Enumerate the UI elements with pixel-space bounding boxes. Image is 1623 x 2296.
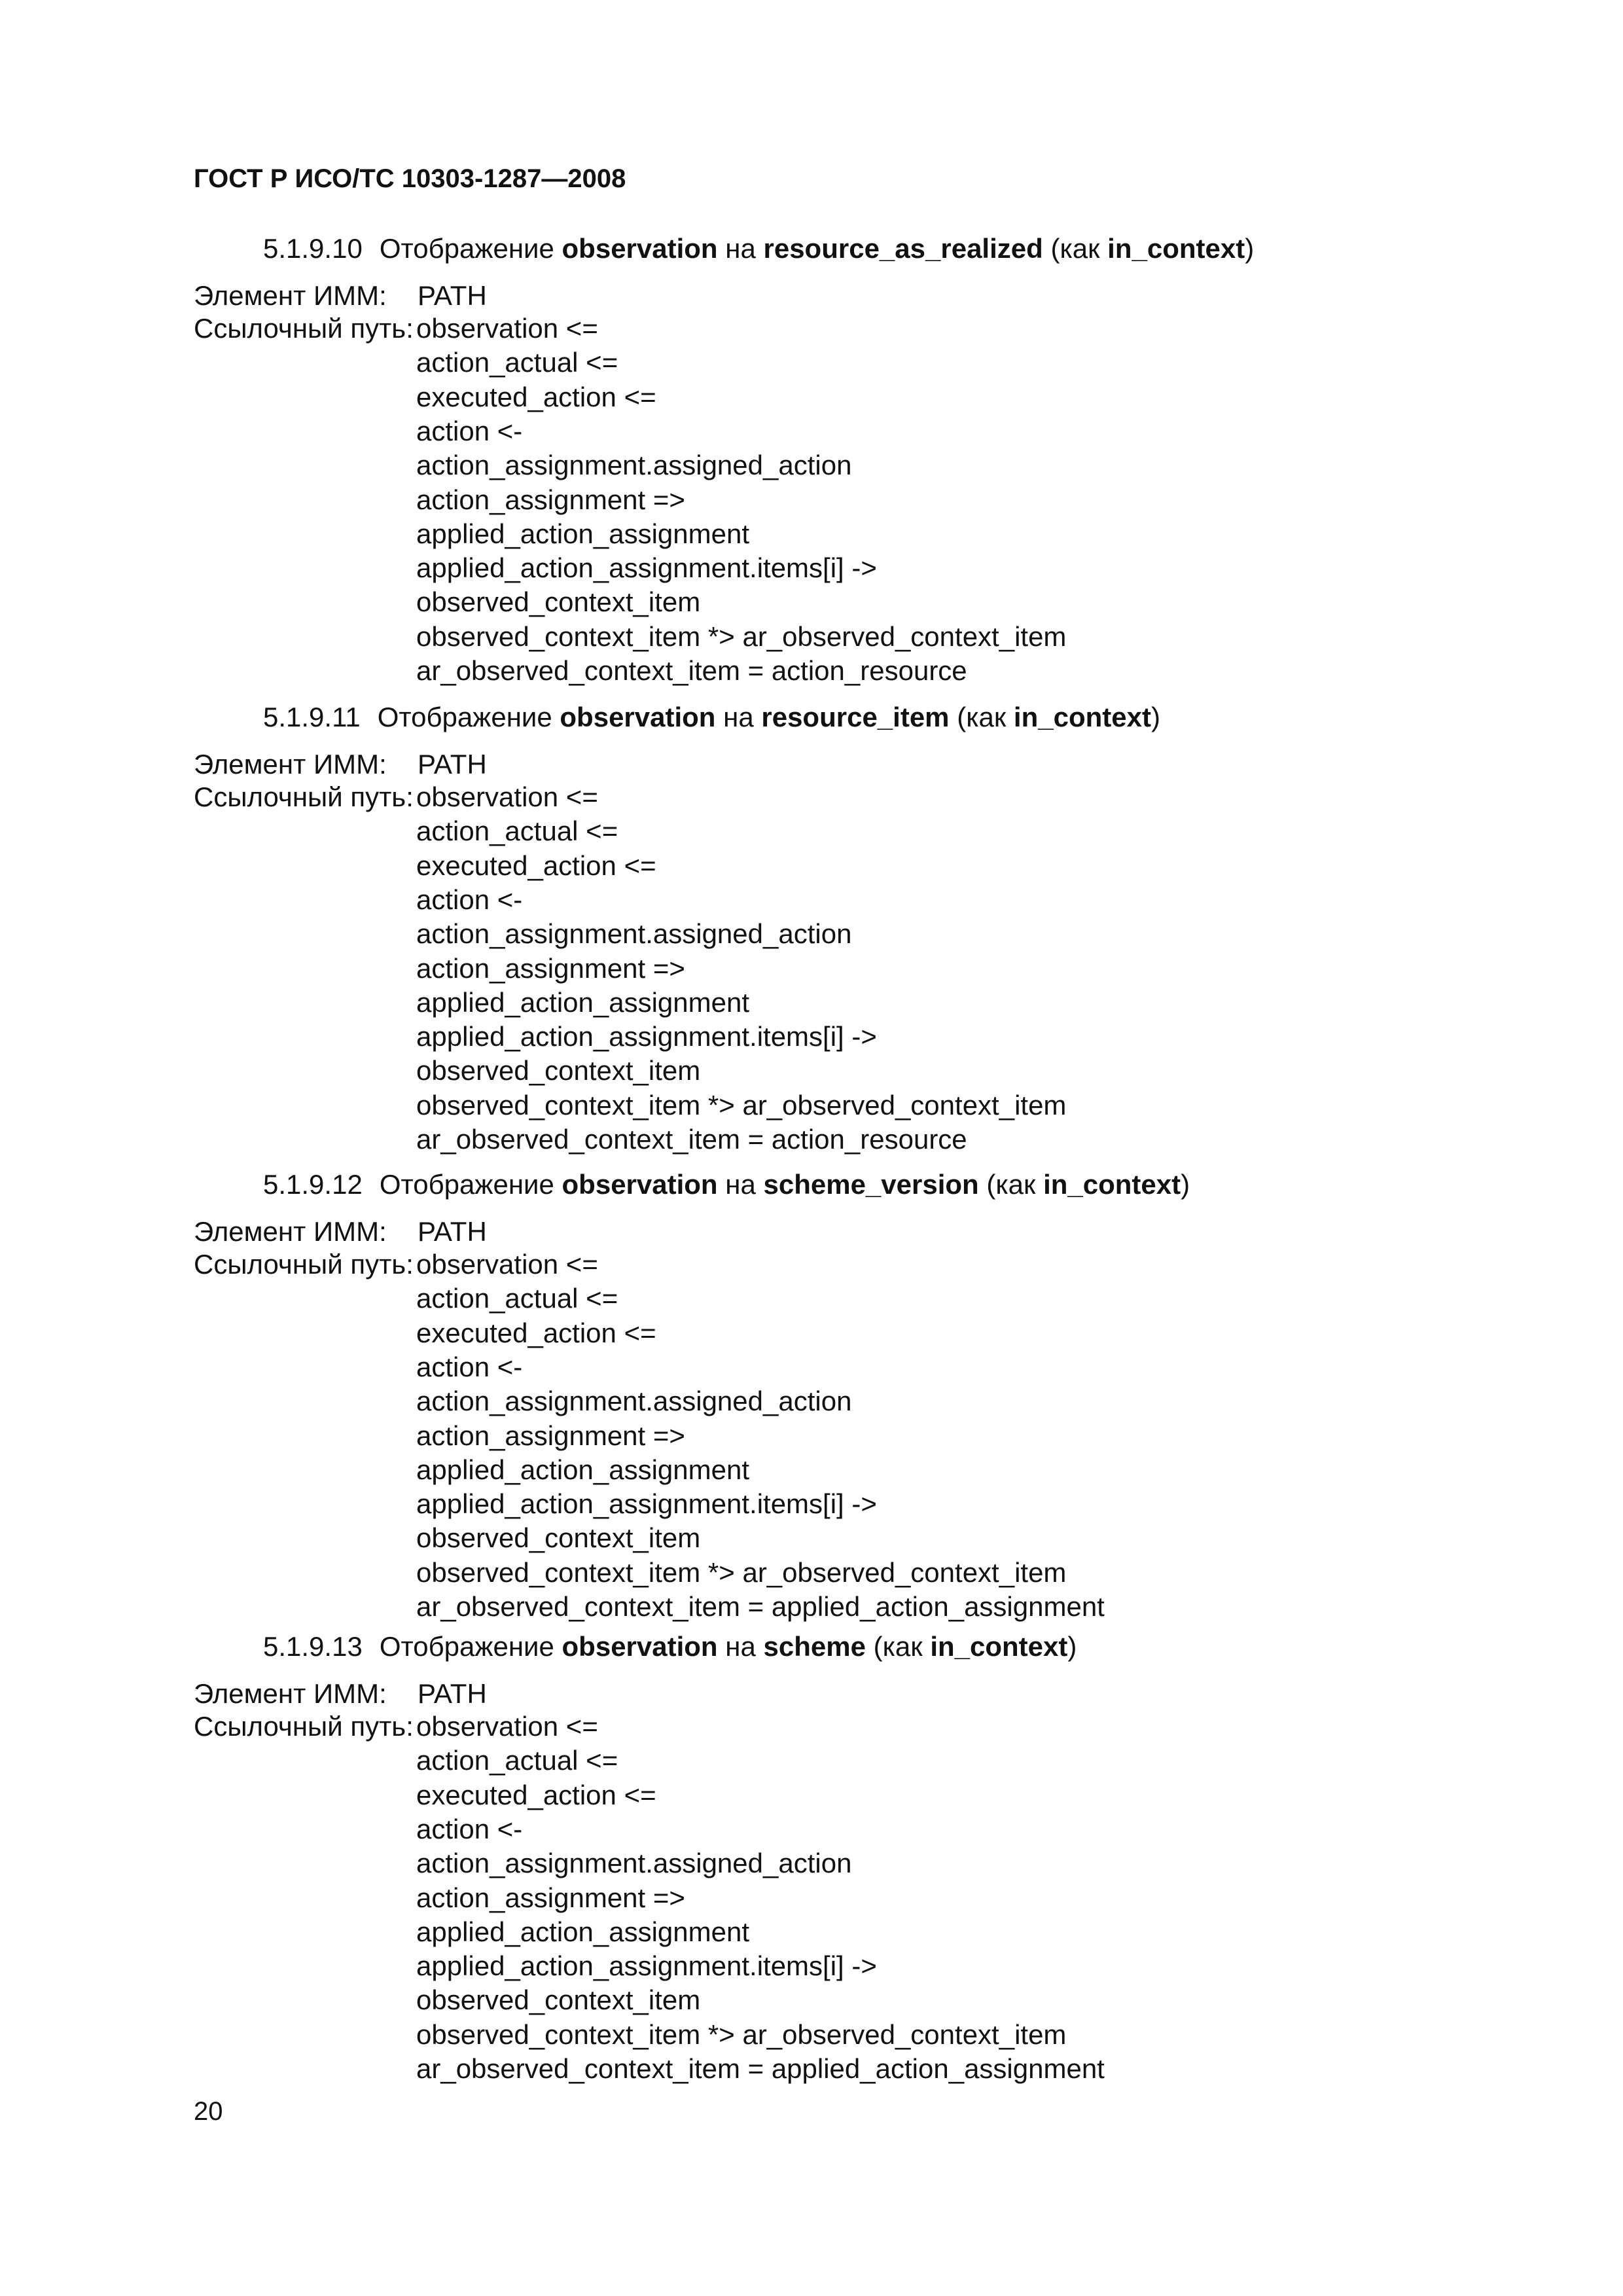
imm-element-label: Элемент ИММ:	[194, 1678, 387, 1709]
section-target: scheme_version	[763, 1169, 979, 1200]
section-as-open: (как	[873, 1631, 923, 1662]
reference-path-line: action <-	[416, 1813, 523, 1844]
reference-path-line: action <-	[416, 415, 523, 446]
section-target: resource_as_realized	[763, 233, 1043, 264]
reference-path-line: observation <=	[416, 781, 598, 812]
section-prefix: Отображение	[379, 1631, 554, 1662]
section-as-close: )	[1067, 1631, 1077, 1662]
reference-path-line: applied_action_assignment	[416, 1916, 750, 1947]
section-prefix: Отображение	[377, 702, 552, 732]
imm-element-value: PATH	[418, 1678, 487, 1709]
reference-path-line: observed_context_item *> ar_observed_context_item	[416, 620, 1067, 652]
section-on: на	[725, 1169, 756, 1200]
imm-element-label: Элемент ИММ:	[194, 1216, 387, 1247]
imm-element-value: PATH	[418, 749, 487, 780]
imm-element-label: Элемент ИММ:	[194, 280, 387, 311]
section-source: observation	[562, 1631, 718, 1662]
reference-path-line: ar_observed_context_item = action_resource	[416, 655, 967, 686]
reference-path-line: action_actual <=	[416, 1283, 618, 1314]
section-as-open: (как	[957, 702, 1007, 732]
reference-path-line: action_assignment =>	[416, 952, 685, 984]
section-number: 5.1.9.13	[263, 1631, 363, 1662]
reference-path-line: executed_action <=	[416, 381, 656, 412]
imm-element-value: PATH	[418, 1216, 487, 1247]
reference-path-line: executed_action <=	[416, 1317, 656, 1348]
section-prefix: Отображение	[379, 1169, 554, 1200]
section-as-close: )	[1181, 1169, 1190, 1200]
reference-path-label: Ссылочный путь:	[194, 781, 414, 812]
imm-element-label: Элемент ИММ:	[194, 749, 387, 780]
reference-path-line: applied_action_assignment.items[i] ->	[416, 552, 877, 584]
reference-path-line: observation <=	[416, 1249, 598, 1280]
reference-path-line: action_assignment.assigned_action	[416, 918, 852, 950]
reference-path-line: observation <=	[416, 313, 598, 344]
section-source: observation	[562, 233, 718, 264]
section-number: 5.1.9.10	[263, 233, 363, 264]
reference-path-line: action <-	[416, 884, 523, 915]
reference-path-line: ar_observed_context_item = applied_action_assignment	[416, 1591, 1105, 1622]
reference-path-line: applied_action_assignment	[416, 986, 750, 1018]
section-number: 5.1.9.12	[263, 1169, 363, 1200]
reference-path-line: action_assignment.assigned_action	[416, 1386, 852, 1417]
reference-path-line: action_assignment =>	[416, 1882, 685, 1913]
reference-path-line: ar_observed_context_item = applied_action_assignment	[416, 2053, 1105, 2084]
section-as-open: (как	[1050, 233, 1100, 264]
reference-path-line: executed_action <=	[416, 850, 656, 881]
reference-path-line: applied_action_assignment.items[i] ->	[416, 1950, 877, 1982]
reference-path-line: observed_context_item	[416, 1522, 701, 1554]
section-context: in_context	[930, 1631, 1068, 1662]
section-heading	[263, 1628, 1077, 1665]
section-source: observation	[560, 702, 716, 732]
reference-path-line: observed_context_item	[416, 1055, 701, 1086]
section-prefix: Отображение	[379, 233, 554, 264]
section-context: in_context	[1013, 702, 1151, 732]
reference-path-line: applied_action_assignment.items[i] ->	[416, 1488, 877, 1520]
reference-path-line: action_assignment.assigned_action	[416, 450, 852, 481]
section-heading	[263, 230, 1254, 267]
reference-path-line: executed_action <=	[416, 1779, 656, 1810]
reference-path-label: Ссылочный путь:	[194, 313, 414, 344]
reference-path-line: observed_context_item *> ar_observed_context_item	[416, 1089, 1067, 1121]
page-number: 20	[194, 2097, 223, 2126]
reference-path-line: action_assignment =>	[416, 484, 685, 515]
reference-path-line: action_actual <=	[416, 347, 618, 378]
section-on: на	[725, 233, 756, 264]
reference-path-line: observed_context_item *> ar_observed_context_item	[416, 2018, 1067, 2050]
section-target: scheme	[763, 1631, 866, 1662]
reference-path-label: Ссылочный путь:	[194, 1711, 414, 1742]
reference-path-line: applied_action_assignment.items[i] ->	[416, 1021, 877, 1052]
section-context: in_context	[1043, 1169, 1181, 1200]
section-context: in_context	[1107, 233, 1245, 264]
section-target: resource_item	[761, 702, 950, 732]
section-as-open: (как	[986, 1169, 1036, 1200]
reference-path-line: ar_observed_context_item = action_resource	[416, 1124, 967, 1155]
section-heading	[263, 1166, 1190, 1203]
reference-path-line: applied_action_assignment	[416, 518, 750, 549]
reference-path-line: observed_context_item	[416, 586, 701, 618]
reference-path-line: action <-	[416, 1351, 523, 1382]
document-header: ГОСТ Р ИСО/ТС 10303-1287—2008	[194, 164, 626, 193]
section-as-close: )	[1150, 702, 1160, 732]
reference-path-line: action_actual <=	[416, 816, 618, 847]
reference-path-line: observed_context_item	[416, 1984, 701, 2016]
section-as-close: )	[1245, 233, 1255, 264]
section-on: на	[723, 702, 754, 732]
imm-element-value: PATH	[418, 280, 487, 311]
reference-path-line: action_assignment =>	[416, 1420, 685, 1451]
section-source: observation	[562, 1169, 718, 1200]
reference-path-label: Ссылочный путь:	[194, 1249, 414, 1280]
section-number: 5.1.9.11	[263, 702, 361, 732]
reference-path-line: applied_action_assignment	[416, 1454, 750, 1485]
reference-path-line: observation <=	[416, 1711, 598, 1742]
reference-path-line: observed_context_item *> ar_observed_context_item	[416, 1556, 1067, 1588]
section-heading	[263, 699, 1160, 736]
reference-path-line: action_assignment.assigned_action	[416, 1848, 852, 1879]
section-on: на	[725, 1631, 756, 1662]
reference-path-line: action_actual <=	[416, 1745, 618, 1776]
